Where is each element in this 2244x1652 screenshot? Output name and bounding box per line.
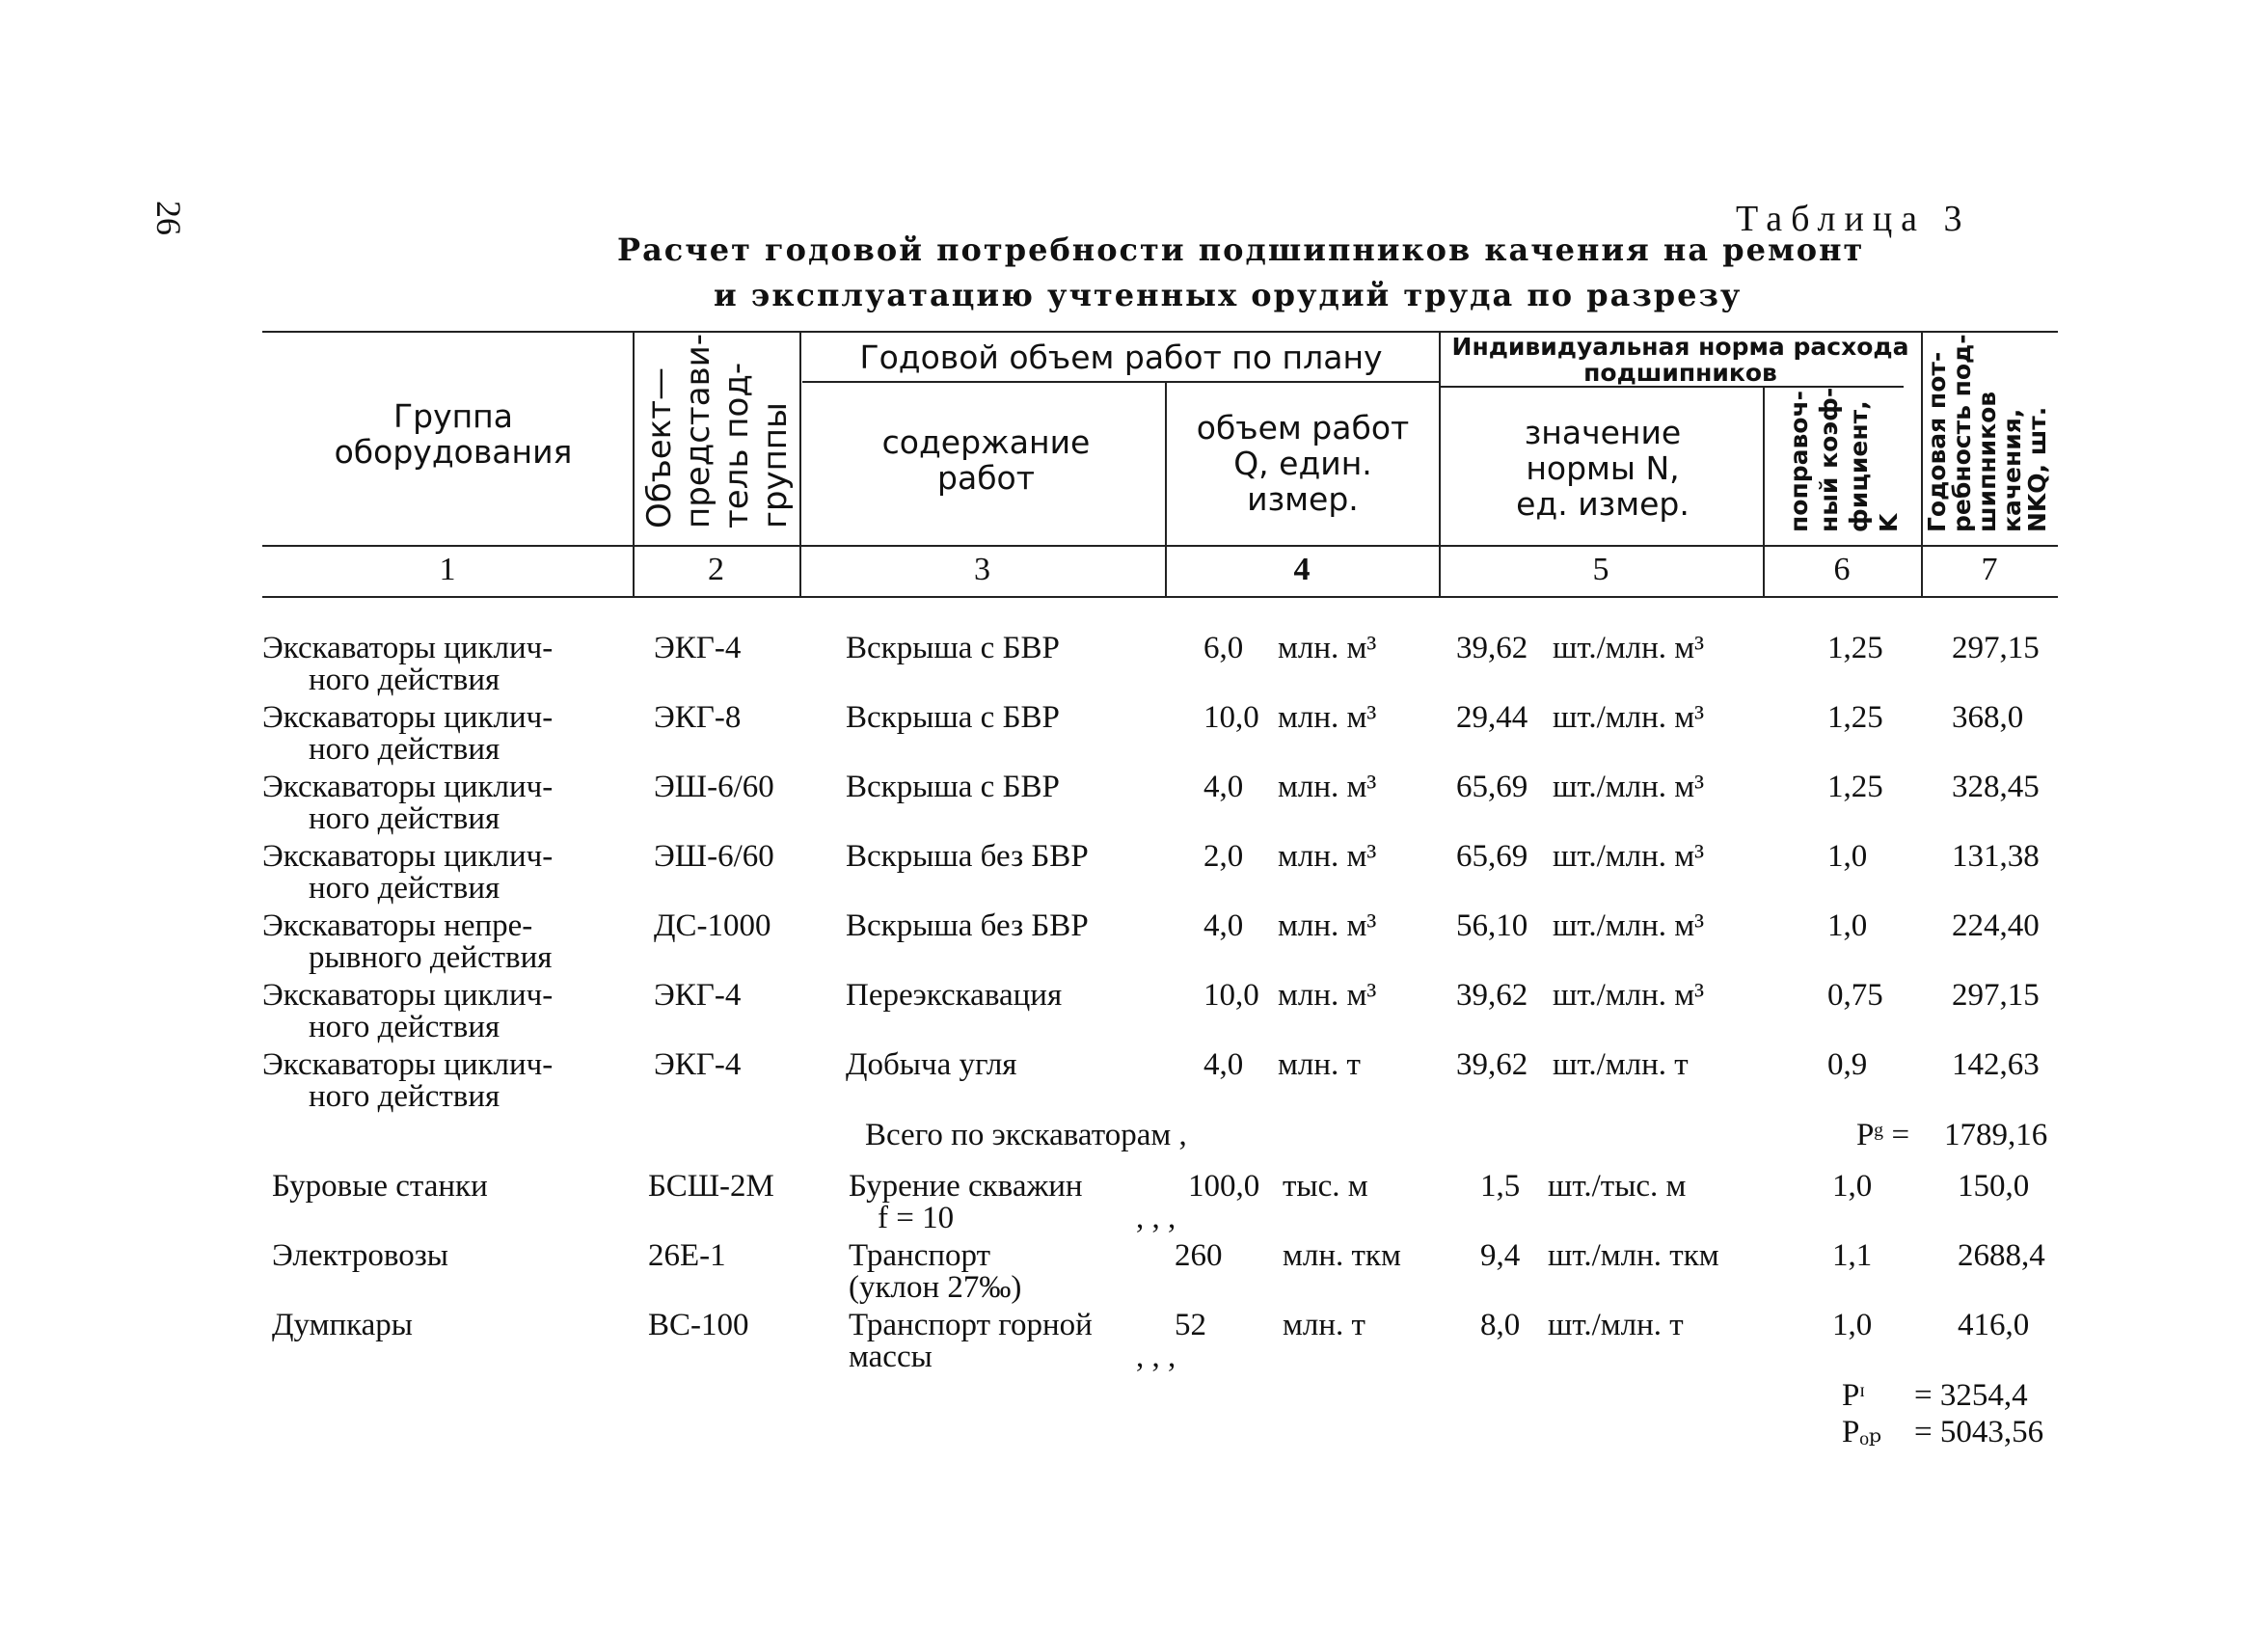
work-cell: Переэкскавация [846, 978, 1063, 1013]
work-cell: Вскрыша без БВР [846, 908, 1089, 943]
need-cell: 150,0 [1958, 1169, 2030, 1204]
norm-unit-cell: шт./тыс. м [1548, 1169, 1687, 1204]
norm-cell: 65,69 [1456, 770, 1528, 804]
coefficient-cell: 1,25 [1827, 631, 1883, 665]
group-line: Экскаваторы циклич- [262, 770, 554, 804]
need-cell: 328,45 [1952, 770, 2040, 804]
work-cell: Бурение скважин [849, 1169, 1083, 1204]
header-group: Группа оборудования [334, 397, 573, 471]
group-line: Экскаваторы циклич- [262, 978, 554, 1013]
object-cell: ВС-100 [648, 1308, 749, 1342]
work-cell: Вскрыша с БВР [846, 631, 1060, 665]
work-cell: Транспорт горной [849, 1308, 1093, 1342]
column-number-1: 1 [439, 552, 456, 587]
work-cell: f = 10 [878, 1201, 955, 1235]
norm-cell: 9,4 [1480, 1238, 1521, 1273]
norm-cell: 56,10 [1456, 908, 1528, 943]
coefficient-cell: 1,0 [1832, 1308, 1873, 1342]
norm-unit-cell: шт./млн. м³ [1553, 700, 1705, 735]
total-symbol-1: Pᶦ [1842, 1378, 1865, 1413]
volume-cell: 52 [1175, 1308, 1206, 1342]
work-cell: Транспорт [849, 1238, 991, 1273]
group-line: Экскаваторы циклич- [262, 839, 554, 874]
group-line: ного действия [309, 801, 500, 836]
group-line: ного действия [309, 732, 500, 767]
norm-cell: 39,62 [1456, 631, 1528, 665]
group-line: ного действия [309, 1079, 500, 1114]
group-line: ного действия [309, 871, 500, 906]
header-work-volume: объем работ Q, един. измер. [1196, 409, 1410, 518]
header-norm-value: значение нормы N, ед. измер. [1516, 414, 1690, 523]
volume-unit-cell: тыс. м [1283, 1169, 1368, 1204]
volume-cell: 10,0 [1203, 700, 1259, 735]
header-bottom-rule [262, 545, 2058, 547]
coefficient-cell: 1,25 [1827, 770, 1883, 804]
total-value-2: = 5043,56 [1914, 1415, 2044, 1449]
volume-cell: 260 [1175, 1238, 1223, 1273]
norm-cell: 29,44 [1456, 700, 1528, 735]
volume-unit-cell: млн. м³ [1278, 908, 1377, 943]
object-cell: ЭКГ-4 [654, 1047, 742, 1082]
column-number-6: 6 [1833, 552, 1851, 587]
coefficient-cell: 1,0 [1832, 1169, 1873, 1204]
coefficient-cell: 1,1 [1832, 1238, 1873, 1273]
group-line: Электровозы [272, 1238, 448, 1273]
header-annual-volume: Годовой объем работ по плану [859, 339, 1383, 376]
coefficient-cell: 1,0 [1827, 839, 1868, 874]
volume-cell: 100,0 [1188, 1169, 1260, 1204]
column-number-7: 7 [1981, 552, 1998, 587]
norm-unit-cell: шт./млн. ткм [1548, 1238, 1719, 1273]
norm-unit-cell: шт./млн. м³ [1553, 978, 1705, 1013]
annual-volume-rule [802, 381, 1439, 383]
volume-unit-cell: млн. м³ [1278, 631, 1377, 665]
volume-unit-cell: млн. ткм [1283, 1238, 1401, 1273]
total-symbol-2: Pₒₚ [1842, 1415, 1882, 1449]
column-number-3: 3 [974, 552, 990, 587]
ditto-marks: , , , [1136, 1201, 1176, 1235]
norm-cell: 65,69 [1456, 839, 1528, 874]
column-number-5: 5 [1592, 552, 1609, 587]
group-line: Экскаваторы циклич- [262, 631, 554, 665]
volume-unit-cell: млн. т [1283, 1308, 1365, 1342]
group-line: Буровые станки [272, 1169, 488, 1204]
volume-unit-cell: млн. м³ [1278, 770, 1377, 804]
norm-unit-cell: шт./млн. м³ [1553, 908, 1705, 943]
ditto-marks: , , , [1136, 1340, 1176, 1374]
object-cell: 26Е-1 [648, 1238, 726, 1273]
norm-cell: 1,5 [1480, 1169, 1521, 1204]
object-cell: ЭКГ-8 [654, 700, 742, 735]
norm-unit-cell: шт./млн. м³ [1553, 631, 1705, 665]
header-coefficient: поправоч- ный коэф- фициент, K [1785, 387, 1903, 532]
norm-unit-cell: шт./млн. т [1548, 1308, 1684, 1342]
page-number: 26 [149, 201, 188, 235]
group-line: Думпкары [272, 1308, 413, 1342]
coefficient-cell: 1,0 [1827, 908, 1868, 943]
norm-unit-cell: шт./млн. м³ [1553, 839, 1705, 874]
group-line: Экскаваторы циклич- [262, 700, 554, 735]
need-cell: 368,0 [1952, 700, 2024, 735]
volume-unit-cell: млн. т [1278, 1047, 1361, 1082]
table-title-line-2: и эксплуатацию учтенных орудий труда по разрезу [714, 277, 1743, 313]
need-cell: 297,15 [1952, 631, 2040, 665]
table-title-line-1: Расчет годовой потребности подшипников качения на ремонт [617, 231, 1865, 268]
volume-cell: 4,0 [1203, 1047, 1244, 1082]
volume-unit-cell: млн. м³ [1278, 700, 1377, 735]
subtotal-value: 1789,16 [1944, 1118, 2048, 1152]
norm-cell: 39,62 [1456, 1047, 1528, 1082]
object-cell: ДС-1000 [654, 908, 771, 943]
header-work-content: содержание работ [881, 423, 1091, 497]
volume-cell: 6,0 [1203, 631, 1244, 665]
header-norm: Индивидуальная норма расхода подшипников [1451, 333, 1909, 387]
volume-unit-cell: млн. м³ [1278, 978, 1377, 1013]
coefficient-cell: 1,25 [1827, 700, 1883, 735]
norm-cell: 39,62 [1456, 978, 1528, 1013]
need-cell: 2688,4 [1958, 1238, 2045, 1273]
volume-unit-cell: млн. м³ [1278, 839, 1377, 874]
need-cell: 142,63 [1952, 1047, 2040, 1082]
volume-cell: 4,0 [1203, 770, 1244, 804]
group-line: рывного действия [309, 940, 553, 975]
norm-unit-cell: шт./млн. т [1553, 1047, 1689, 1082]
header-annual-need: Годовая пот- ребность под- шипников качения, NKQ, шт. [1923, 334, 2051, 532]
work-cell: Вскрыша с БВР [846, 770, 1060, 804]
object-cell: ЭШ-6/60 [654, 770, 774, 804]
norm-unit-cell: шт./млн. м³ [1553, 770, 1705, 804]
work-cell: (уклон 27‰) [849, 1270, 1022, 1305]
group-line: ного действия [309, 663, 500, 697]
table-label: Таблица 3 [1736, 199, 1971, 239]
object-cell: ЭКГ-4 [654, 978, 742, 1013]
coefficient-cell: 0,75 [1827, 978, 1883, 1013]
group-line: Экскаваторы циклич- [262, 1047, 554, 1082]
header-object: Объект— представи- тель под- группы [640, 334, 795, 528]
coefficient-cell: 0,9 [1827, 1047, 1868, 1082]
need-cell: 131,38 [1952, 839, 2040, 874]
subtotal-label: Всего по экскаваторам , [865, 1118, 1187, 1152]
column-number-2: 2 [708, 552, 724, 587]
work-cell: Добыча угля [846, 1047, 1017, 1082]
column-number-4: 4 [1293, 552, 1311, 587]
object-cell: БСШ-2М [648, 1169, 774, 1204]
work-cell: Вскрыша с БВР [846, 700, 1060, 735]
column-number-rule [262, 596, 2058, 598]
need-cell: 416,0 [1958, 1308, 2030, 1342]
total-value-1: = 3254,4 [1914, 1378, 2028, 1413]
need-cell: 297,15 [1952, 978, 2040, 1013]
object-cell: ЭКГ-4 [654, 631, 742, 665]
work-cell: Вскрыша без БВР [846, 839, 1089, 874]
need-cell: 224,40 [1952, 908, 2040, 943]
volume-cell: 10,0 [1203, 978, 1259, 1013]
subtotal-symbol: Pᵍ = [1856, 1118, 1910, 1152]
group-line: ного действия [309, 1010, 500, 1044]
object-cell: ЭШ-6/60 [654, 839, 774, 874]
group-line: Экскаваторы непре- [262, 908, 533, 943]
work-cell: массы [849, 1340, 933, 1374]
volume-cell: 2,0 [1203, 839, 1244, 874]
volume-cell: 4,0 [1203, 908, 1244, 943]
norm-cell: 8,0 [1480, 1308, 1521, 1342]
